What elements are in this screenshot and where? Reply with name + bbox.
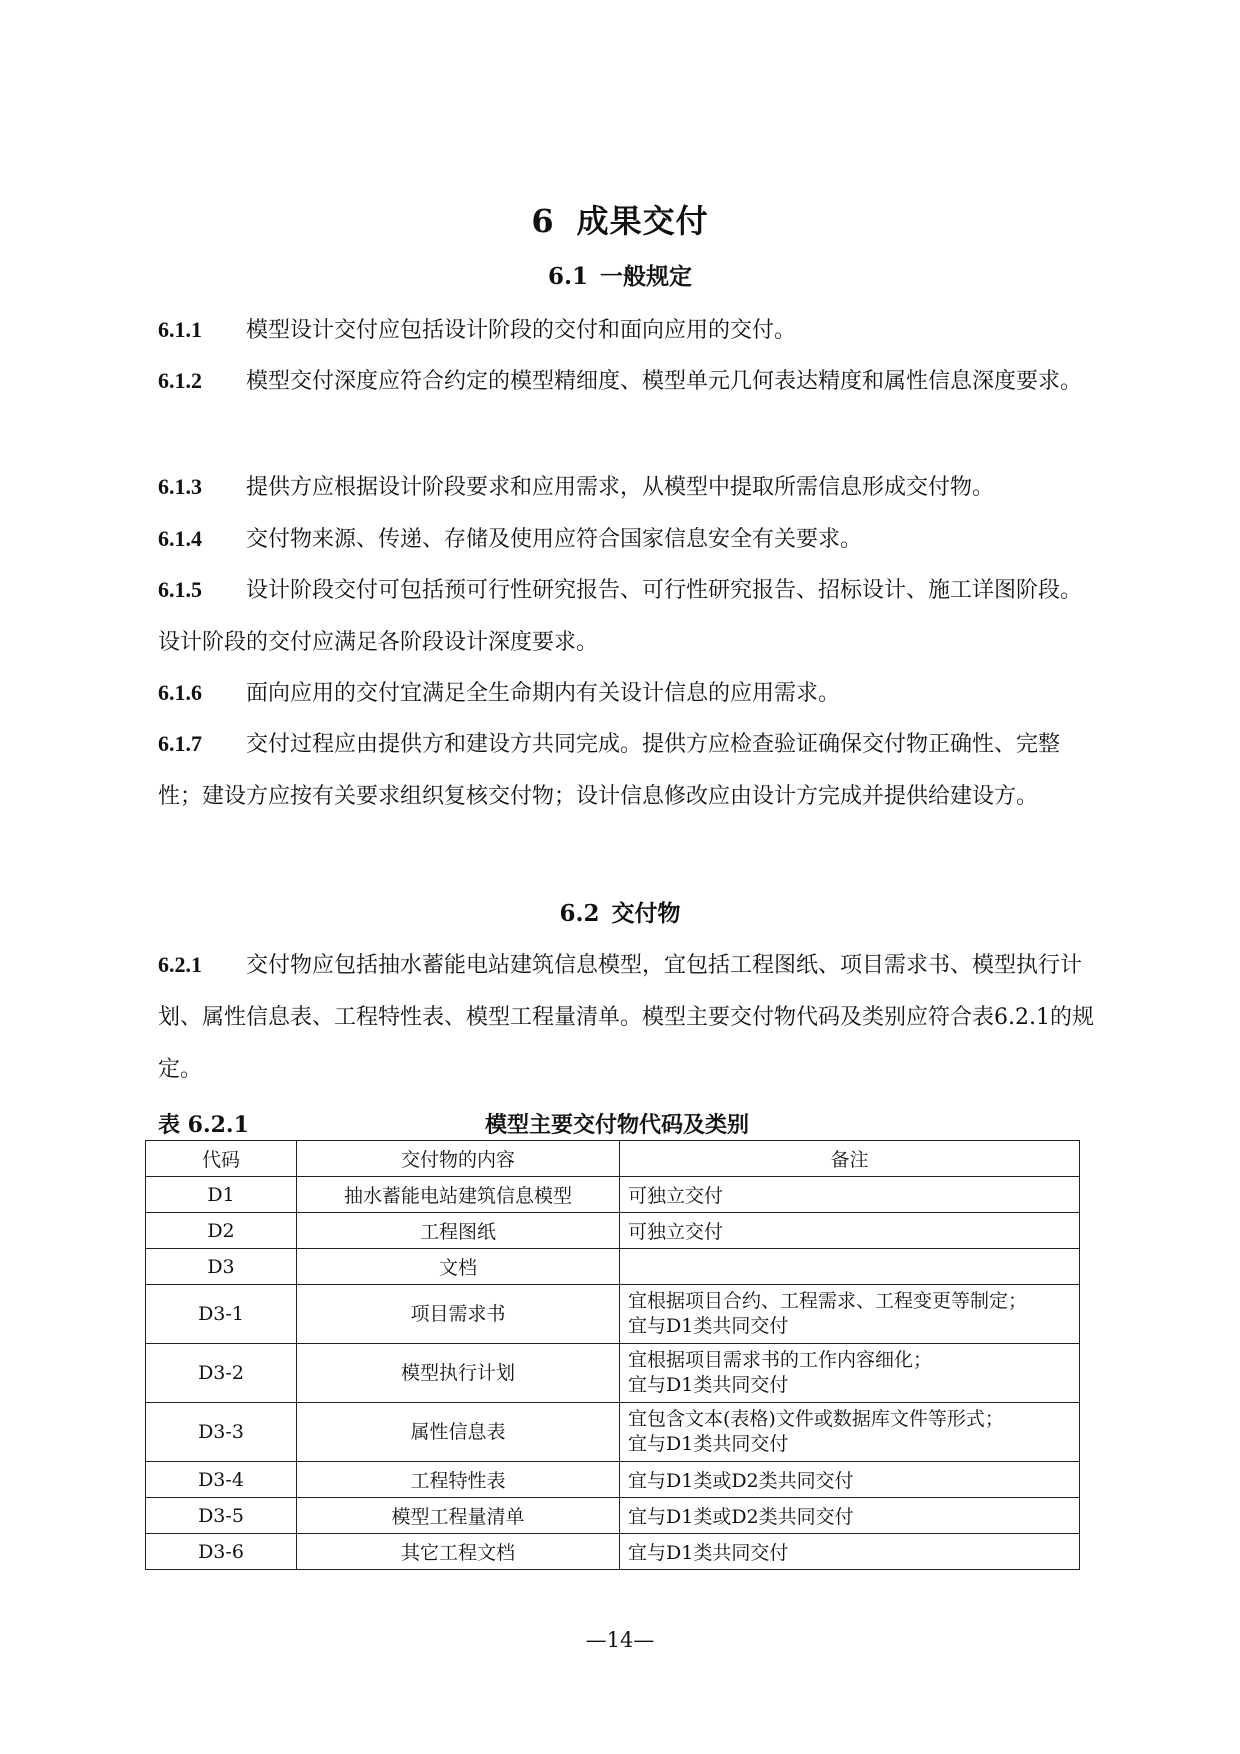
header-remark: 备注	[620, 1141, 1080, 1177]
section-title-text: 一般规定	[600, 263, 692, 290]
table-row	[146, 1498, 1080, 1534]
table-row	[146, 1249, 1080, 1285]
table-row	[146, 1177, 1080, 1213]
clause-6-1-7	[158, 718, 1098, 823]
cell-content: 工程特性表	[297, 1462, 620, 1498]
remark-line-2: 宜与D1类共同交付	[628, 1433, 789, 1455]
remark-line-2: 宜与D1类共同交付	[628, 1315, 789, 1337]
cell-content: 模型工程量清单	[297, 1498, 620, 1534]
header-code: 代码	[146, 1141, 297, 1177]
remark-line-2: 宜与D1类共同交付	[628, 1374, 789, 1396]
cell-content: 其它工程文档	[297, 1534, 620, 1570]
clause-number: 6.1.7	[158, 731, 202, 756]
cell-remark: 可独立交付	[620, 1213, 1080, 1249]
clause-6-1-2	[158, 355, 1098, 408]
remark-line-1: 宜根据项目合约、工程需求、工程变更等制定；	[628, 1290, 1028, 1312]
chapter-number: 6	[531, 202, 555, 240]
cell-code: D3-1	[146, 1285, 297, 1344]
clause-number: 6.1.5	[158, 577, 202, 602]
cell-content: 工程图纸	[297, 1213, 620, 1249]
deliverables-table	[145, 1140, 1080, 1570]
section-title-text: 交付物	[611, 900, 681, 927]
cell-remark	[620, 1285, 1080, 1344]
remark-line-1: 宜根据项目需求书的工作内容细化；	[628, 1349, 933, 1371]
cell-content: 属性信息表	[297, 1403, 620, 1462]
clause-text: 模型设计交付应包括设计阶段的交付和面向应用的交付。	[246, 318, 797, 343]
page-number: —14—	[585, 1628, 655, 1652]
cell-remark: 可独立交付	[620, 1177, 1080, 1213]
clause-text: 交付过程应由提供方和建设方共同完成。提供方应检查验证确保交付物正确性、完整性；建设方应按有关要求组织复核交付物；设计信息修改应由设计方完成并提供给建设方。	[158, 732, 1061, 809]
clause-text: 面向应用的交付宜满足全生命期内有关设计信息的应用需求。	[246, 681, 841, 706]
cell-code: D3-6	[146, 1534, 297, 1570]
clause-number: 6.1.4	[158, 526, 202, 551]
clause-6-1-5	[158, 564, 1098, 669]
section-title-6-1	[0, 258, 1240, 291]
header-content: 交付物的内容	[297, 1141, 620, 1177]
remark-line-1: 宜包含文本(表格)文件或数据库文件等形式；	[628, 1408, 1004, 1430]
cell-content: 文档	[297, 1249, 620, 1285]
cell-code: D2	[146, 1213, 297, 1249]
table-row	[146, 1344, 1080, 1403]
cell-remark: 宜与D1类或D2类共同交付	[620, 1498, 1080, 1534]
cell-content: 模型执行计划	[297, 1344, 620, 1403]
table-row	[146, 1462, 1080, 1498]
cell-remark: 宜与D1类或D2类共同交付	[620, 1462, 1080, 1498]
cell-remark	[620, 1344, 1080, 1403]
clause-number: 6.1.1	[158, 317, 202, 342]
table-row	[146, 1285, 1080, 1344]
section-number: 6.1	[547, 263, 588, 290]
cell-code: D3-3	[146, 1403, 297, 1462]
cell-content: 抽水蓄能电站建筑信息模型	[297, 1177, 620, 1213]
table-row	[146, 1403, 1080, 1462]
cell-code: D3-5	[146, 1498, 297, 1534]
clause-number: 6.1.2	[158, 368, 202, 393]
chapter-title-text: 成果交付	[576, 202, 709, 240]
cell-remark	[620, 1249, 1080, 1285]
table-number: 表 6.2.1	[158, 1112, 249, 1138]
cell-content: 项目需求书	[297, 1285, 620, 1344]
section-number: 6.2	[559, 900, 600, 927]
clause-6-2-1	[158, 939, 1098, 1096]
table-header-row	[146, 1141, 1080, 1177]
table-title: 模型主要交付物代码及类别	[484, 1112, 749, 1138]
clause-text: 交付物应包括抽水蓄能电站建筑信息模型，宜包括工程图纸、项目需求书、模型执行计划、属性信息表、工程特性表、模型工程量清单。模型主要交付物代码及类别应符合表6.2.1的规定。	[158, 953, 1094, 1082]
cell-code: D3	[146, 1249, 297, 1285]
table-caption	[158, 1108, 1076, 1138]
cell-code: D3-2	[146, 1344, 297, 1403]
clause-text: 提供方应根据设计阶段要求和应用需求，从模型中提取所需信息形成交付物。	[246, 475, 995, 500]
chapter-title	[0, 196, 1240, 242]
clause-text: 设计阶段交付可包括预可行性研究报告、可行性研究报告、招标设计、施工详图阶段。设计阶段的交付应满足各阶段设计深度要求。	[158, 578, 1083, 655]
clause-6-1-1	[158, 304, 1098, 357]
clause-text: 模型交付深度应符合约定的模型精细度、模型单元几何表达精度和属性信息深度要求。	[246, 369, 1083, 394]
cell-remark	[620, 1403, 1080, 1462]
clause-6-1-6	[158, 667, 1098, 720]
clause-6-1-3	[158, 461, 1098, 514]
table-row	[146, 1213, 1080, 1249]
clause-number: 6.1.6	[158, 680, 202, 705]
clause-number: 6.1.3	[158, 474, 202, 499]
cell-code: D1	[146, 1177, 297, 1213]
clause-6-1-4	[158, 513, 1098, 566]
clause-text: 交付物来源、传递、存储及使用应符合国家信息安全有关要求。	[246, 527, 863, 552]
cell-code: D3-4	[146, 1462, 297, 1498]
table-row	[146, 1534, 1080, 1570]
section-title-6-2	[0, 895, 1240, 928]
clause-number: 6.2.1	[158, 952, 202, 977]
cell-remark: 宜与D1类共同交付	[620, 1534, 1080, 1570]
